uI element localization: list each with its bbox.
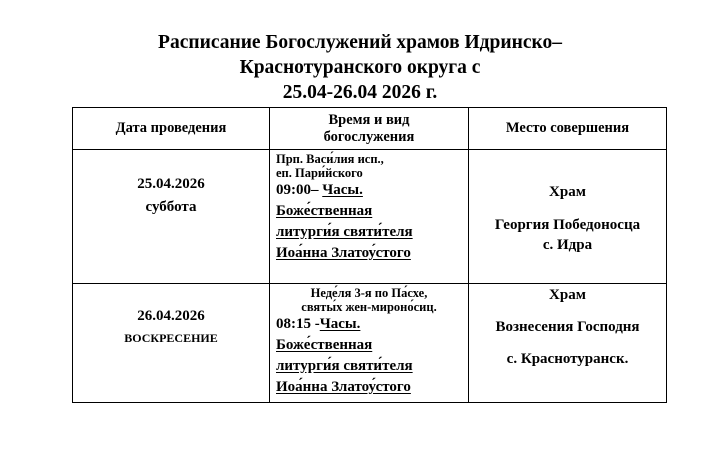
liturgy-line-2: Боже́ственная	[276, 203, 373, 219]
page-title	[60, 30, 660, 105]
place-line-1: Храм	[549, 287, 586, 303]
liturgy-line-4: Иоа́нна Златоу́стого	[276, 379, 411, 395]
place-line-3: с. Идра	[542, 237, 593, 253]
place-cell	[469, 150, 667, 284]
header-service-line-1: Время и вид	[328, 111, 410, 128]
liturgy-line-3: литурги́я святи́теля	[276, 358, 413, 374]
title-line-2: Краснотуранского округа с	[239, 57, 481, 78]
place-line-2: Вознесения Господня	[495, 319, 640, 335]
service-cell	[270, 284, 469, 403]
header-place: Место совершения	[469, 108, 667, 150]
service-intro-1: Неде́ля 3-я по Па́схе,	[310, 286, 428, 300]
service-cell	[270, 150, 469, 284]
place-line-2: Георгия Победоносца	[494, 217, 641, 233]
header-service	[270, 108, 469, 150]
service-time: 08:15 -	[276, 316, 320, 332]
place-line-3: с. Краснотуранск.	[506, 351, 629, 367]
liturgy-line-1: Часы.	[322, 182, 363, 198]
liturgy-line-3: литурги́я святи́теля	[276, 224, 413, 240]
liturgy-line-2: Боже́ственная	[276, 337, 373, 353]
date-cell	[73, 284, 270, 403]
header-service-line-2: богослужения	[323, 128, 415, 145]
liturgy-line-1: Часы.	[319, 316, 361, 332]
service-date: 25.04.2026	[137, 176, 205, 192]
service-day: суббота	[145, 199, 197, 215]
title-line-1: Расписание Богослужений храмов Идринско–	[158, 32, 562, 53]
place-line-1: Храм	[549, 184, 586, 200]
service-intro-2: еп. Пари́йского	[276, 166, 363, 180]
service-intro-2: святы́х жен-мироно́сиц.	[301, 300, 437, 314]
date-cell	[73, 150, 270, 284]
service-date: 26.04.2026	[137, 308, 205, 324]
schedule-table	[72, 107, 667, 403]
place-cell	[469, 284, 667, 403]
service-time: 09:00–	[276, 182, 319, 198]
header-date: Дата проведения	[73, 108, 270, 150]
title-line-3: 25.04-26.04 2026 г.	[282, 82, 438, 103]
service-day: ВОСКРЕСЕНИЕ	[124, 331, 218, 345]
liturgy-line-4: Иоа́нна Златоу́стого	[276, 245, 411, 261]
table-header-row	[73, 108, 667, 150]
table-row	[73, 284, 667, 403]
service-intro-1: Прп. Васи́лия исп.,	[276, 152, 384, 166]
table-row	[73, 150, 667, 284]
